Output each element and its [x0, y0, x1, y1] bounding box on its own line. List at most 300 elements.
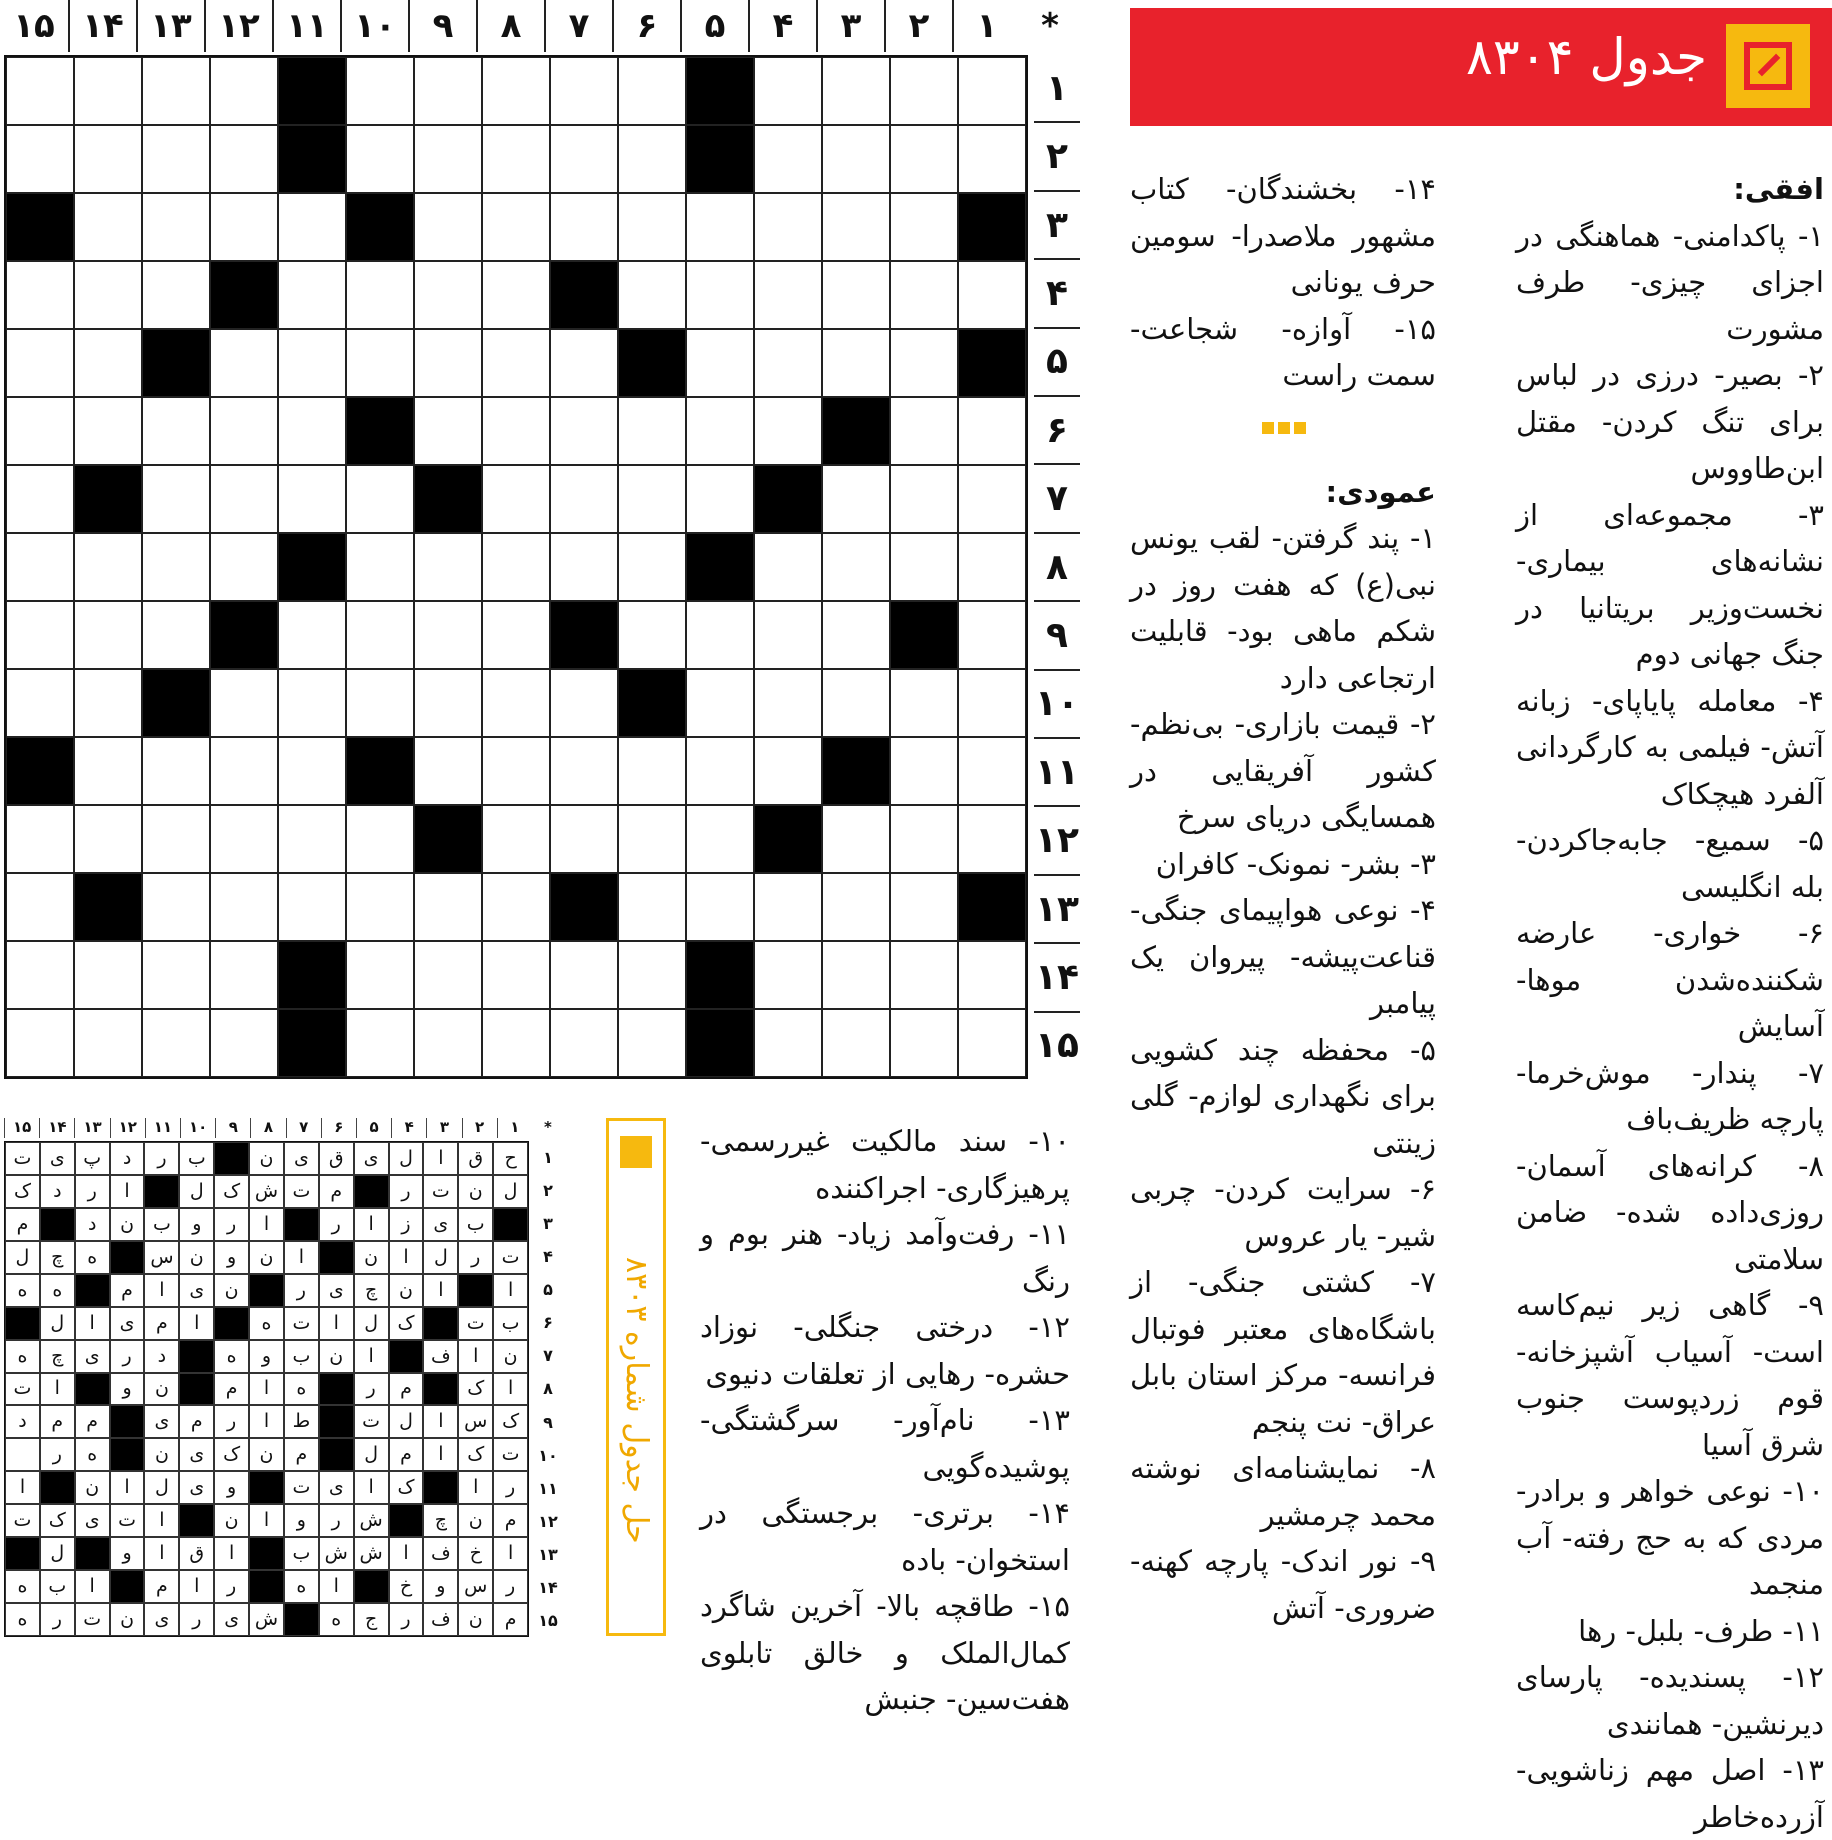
solution-cell: ه: [5, 1603, 40, 1636]
black-cell: [822, 737, 890, 805]
solution-cell: م: [179, 1405, 214, 1438]
grid-cell[interactable]: [142, 805, 210, 873]
solution-cell: ن: [144, 1373, 179, 1406]
grid-cell[interactable]: [618, 465, 686, 533]
grid-cell[interactable]: [618, 737, 686, 805]
grid-cell[interactable]: [618, 193, 686, 261]
solution-cell: ل: [389, 1142, 424, 1175]
solution-caption: حل جدول شماره ۸۳۰۳: [619, 1256, 654, 1544]
grid-cell[interactable]: [618, 805, 686, 873]
grid-cell[interactable]: [686, 193, 754, 261]
grid-cell[interactable]: [686, 669, 754, 737]
grid-cell[interactable]: [414, 57, 482, 125]
grid-cell[interactable]: [74, 261, 142, 329]
grid-cell[interactable]: [6, 533, 74, 601]
grid-cell[interactable]: [74, 941, 142, 1009]
black-cell: [414, 805, 482, 873]
solution-black-cell: [423, 1307, 458, 1340]
grid-cell[interactable]: [958, 261, 1026, 329]
solution-black-cell: [423, 1373, 458, 1406]
grid-cell[interactable]: [6, 601, 74, 669]
solution-cell: ی: [179, 1274, 214, 1307]
grid-cell[interactable]: [74, 601, 142, 669]
grid-cell[interactable]: [754, 125, 822, 193]
grid-cell[interactable]: [210, 873, 278, 941]
grid-cell[interactable]: [482, 873, 550, 941]
black-cell: [210, 261, 278, 329]
grid-cell[interactable]: [482, 601, 550, 669]
grid-cell[interactable]: [482, 465, 550, 533]
grid-cell[interactable]: [482, 397, 550, 465]
solution-cell: ی: [40, 1142, 75, 1175]
grid-cell[interactable]: [346, 533, 414, 601]
grid-cell[interactable]: [278, 193, 346, 261]
grid-cell[interactable]: [890, 669, 958, 737]
grid-cell[interactable]: [346, 601, 414, 669]
grid-cell[interactable]: [482, 805, 550, 873]
column-number: ۷: [544, 0, 612, 52]
solution-cell: ل: [5, 1241, 40, 1274]
grid-cell[interactable]: [482, 329, 550, 397]
solution-cell: ا: [110, 1175, 145, 1208]
grid-cell[interactable]: [210, 329, 278, 397]
grid-cell[interactable]: [890, 737, 958, 805]
solution-cell: ا: [284, 1241, 319, 1274]
grid-cell[interactable]: [6, 941, 74, 1009]
grid-cell[interactable]: [278, 669, 346, 737]
grid-cell[interactable]: [278, 397, 346, 465]
grid-cell[interactable]: [958, 805, 1026, 873]
grid-cell[interactable]: [550, 941, 618, 1009]
grid-cell[interactable]: [618, 941, 686, 1009]
grid-cell[interactable]: [754, 193, 822, 261]
grid-cell[interactable]: [482, 669, 550, 737]
grid-cell[interactable]: [754, 873, 822, 941]
grid-cell[interactable]: [550, 533, 618, 601]
solution-cell: خ: [389, 1570, 424, 1603]
grid-cell[interactable]: [74, 397, 142, 465]
grid-cell[interactable]: [482, 737, 550, 805]
grid-cell[interactable]: [958, 941, 1026, 1009]
solution-cell: م: [493, 1603, 528, 1636]
grid-cell[interactable]: [6, 669, 74, 737]
grid-cell[interactable]: [754, 397, 822, 465]
grid-cell[interactable]: [210, 737, 278, 805]
grid-cell[interactable]: [686, 465, 754, 533]
grid-cell[interactable]: [958, 669, 1026, 737]
grid-cell[interactable]: [142, 1009, 210, 1077]
black-cell: [142, 669, 210, 737]
grid-cell[interactable]: [210, 669, 278, 737]
grid-cell[interactable]: [142, 125, 210, 193]
black-cell: [278, 533, 346, 601]
grid-cell[interactable]: [822, 669, 890, 737]
grid-cell[interactable]: [346, 465, 414, 533]
grid-cell[interactable]: [482, 125, 550, 193]
grid-cell[interactable]: [482, 57, 550, 125]
grid-cell[interactable]: [754, 737, 822, 805]
solution-cell: ا: [249, 1373, 284, 1406]
solution-column-number: ۴: [391, 1118, 426, 1138]
grid-cell[interactable]: [210, 397, 278, 465]
grid-cell[interactable]: [822, 1009, 890, 1077]
grid-cell[interactable]: [278, 601, 346, 669]
grid-cell[interactable]: [754, 941, 822, 1009]
solution-cell: ر: [493, 1570, 528, 1603]
grid-cell[interactable]: [346, 125, 414, 193]
solution-cell: ک: [214, 1175, 249, 1208]
solution-cell: ل: [354, 1307, 389, 1340]
black-cell: [346, 737, 414, 805]
grid-cell[interactable]: [550, 397, 618, 465]
solution-cell: م: [389, 1373, 424, 1406]
grid-cell[interactable]: [210, 533, 278, 601]
grid-cell[interactable]: [686, 805, 754, 873]
grid-cell[interactable]: [754, 329, 822, 397]
grid-cell[interactable]: [482, 533, 550, 601]
crossword-grid[interactable]: [4, 55, 1028, 1079]
grid-cell[interactable]: [822, 193, 890, 261]
grid-cell[interactable]: [210, 1009, 278, 1077]
grid-cell[interactable]: [618, 601, 686, 669]
grid-cell[interactable]: [414, 1009, 482, 1077]
solution-cell: ا: [423, 1142, 458, 1175]
solution-cell: ر: [319, 1208, 354, 1241]
grid-cell[interactable]: [142, 737, 210, 805]
grid-cell[interactable]: [74, 669, 142, 737]
solution-row-number: ۱۵: [538, 1610, 558, 1630]
solution-cell: ن: [214, 1274, 249, 1307]
grid-cell[interactable]: [346, 873, 414, 941]
grid-cell[interactable]: [890, 57, 958, 125]
grid-cell[interactable]: [822, 533, 890, 601]
grid-cell[interactable]: [142, 193, 210, 261]
grid-cell[interactable]: [822, 805, 890, 873]
grid-cell[interactable]: [754, 1009, 822, 1077]
row-numbers: [1034, 55, 1080, 1079]
across-clue: ۳- مجموعه‌ای از نشانه‌های بیماری- نخست‌وزیر بریتانیا در جنگ جهانی دوم: [1516, 497, 1824, 671]
grid-cell[interactable]: [958, 533, 1026, 601]
grid-cell[interactable]: [890, 873, 958, 941]
grid-cell[interactable]: [6, 57, 74, 125]
solution-cell: ل: [354, 1438, 389, 1471]
solution-cell: ی: [179, 1438, 214, 1471]
grid-cell[interactable]: [890, 261, 958, 329]
solution-cell: ا: [110, 1471, 145, 1504]
solution-cell: چ: [40, 1241, 75, 1274]
solution-cell: و: [284, 1504, 319, 1537]
grid-cell[interactable]: [958, 1009, 1026, 1077]
grid-cell[interactable]: [686, 601, 754, 669]
grid-cell[interactable]: [210, 465, 278, 533]
grid-cell[interactable]: [890, 1009, 958, 1077]
solution-black-cell: [110, 1405, 145, 1438]
solution-black-cell: [284, 1208, 319, 1241]
solution-cell: ا: [319, 1570, 354, 1603]
grid-cell[interactable]: [754, 57, 822, 125]
grid-cell[interactable]: [210, 193, 278, 261]
grid-cell[interactable]: [822, 601, 890, 669]
grid-cell[interactable]: [210, 125, 278, 193]
solution-cell: ف: [423, 1603, 458, 1636]
down-clue: ۱۱- رفت‌وآمد زیاد- هنر بوم و رنگ: [700, 1217, 1070, 1298]
solution-cell: د: [40, 1175, 75, 1208]
grid-cell[interactable]: [414, 533, 482, 601]
grid-cell[interactable]: [6, 873, 74, 941]
across-clue: ۱۲- پسندیده- پارسای دیرنشین- همانندی: [1516, 1660, 1824, 1741]
solution-cell: ا: [493, 1274, 528, 1307]
grid-cell[interactable]: [618, 873, 686, 941]
solution-cell: [5, 1438, 40, 1471]
grid-cell[interactable]: [958, 601, 1026, 669]
grid-cell[interactable]: [618, 397, 686, 465]
solution-row-number: ۱۰: [538, 1445, 558, 1465]
grid-cell[interactable]: [482, 941, 550, 1009]
solution-cell: ن: [458, 1504, 493, 1537]
grid-cell[interactable]: [210, 941, 278, 1009]
grid-cell[interactable]: [278, 805, 346, 873]
grid-cell[interactable]: [142, 533, 210, 601]
grid-cell[interactable]: [74, 533, 142, 601]
grid-cell[interactable]: [142, 397, 210, 465]
grid-cell[interactable]: [414, 329, 482, 397]
grid-cell[interactable]: [958, 737, 1026, 805]
grid-cell[interactable]: [414, 125, 482, 193]
grid-cell[interactable]: [822, 873, 890, 941]
grid-cell[interactable]: [890, 125, 958, 193]
solution-cell: ن: [214, 1504, 249, 1537]
grid-cell[interactable]: [822, 329, 890, 397]
solution-cell: ت: [284, 1307, 319, 1340]
solution-cell: د: [75, 1208, 110, 1241]
grid-cell[interactable]: [618, 57, 686, 125]
solution-cell: و: [214, 1241, 249, 1274]
grid-cell[interactable]: [142, 261, 210, 329]
solution-cell: ا: [179, 1307, 214, 1340]
grid-cell[interactable]: [822, 125, 890, 193]
solution-row-number: ۱: [543, 1148, 553, 1168]
grid-cell[interactable]: [686, 329, 754, 397]
grid-cell[interactable]: [754, 601, 822, 669]
solution-cell: ه: [5, 1340, 40, 1373]
grid-cell[interactable]: [414, 669, 482, 737]
grid-cell[interactable]: [890, 533, 958, 601]
grid-cell[interactable]: [890, 805, 958, 873]
grid-cell[interactable]: [278, 329, 346, 397]
row-number: ۱۰: [1034, 671, 1080, 739]
grid-cell[interactable]: [550, 57, 618, 125]
solution-cell: ل: [423, 1241, 458, 1274]
solution-cell: ی: [144, 1603, 179, 1636]
grid-cell[interactable]: [346, 329, 414, 397]
grid-cell[interactable]: [6, 397, 74, 465]
grid-cell[interactable]: [550, 465, 618, 533]
grid-cell[interactable]: [482, 261, 550, 329]
grid-cell[interactable]: [890, 193, 958, 261]
solution-column-numbers: [4, 1118, 564, 1138]
down-clue: ۷- کشتی جنگی- از باشگاه‌های معتبر فوتبال فرانسه- مرکز استان بابل عراق- نت پنجم: [1130, 1265, 1436, 1439]
down-clue: ۸- نمایشنامه‌ای نوشته محمد چرمشیر: [1130, 1451, 1436, 1532]
grid-cell[interactable]: [278, 737, 346, 805]
grid-cell[interactable]: [822, 261, 890, 329]
across-clue: ۱- پاکدامنی- هماهنگی در اجزای چیزی- طرف مشورت: [1516, 218, 1824, 346]
grid-cell[interactable]: [686, 261, 754, 329]
grid-cell[interactable]: [686, 397, 754, 465]
solution-black-cell: [249, 1471, 284, 1504]
grid-cell[interactable]: [958, 57, 1026, 125]
down-clue: ۱۳- نام‌آور- سرگشتگی- پوشیده‌گویی: [700, 1403, 1070, 1484]
grid-cell[interactable]: [822, 57, 890, 125]
grid-cell[interactable]: [686, 873, 754, 941]
grid-cell[interactable]: [414, 873, 482, 941]
grid-cell[interactable]: [346, 57, 414, 125]
solution-black-cell: [319, 1438, 354, 1471]
across-clue: ۱۰- نوعی خواهر و برادر- مردی که به حج رفته- آب منجمد: [1516, 1474, 1824, 1601]
grid-cell[interactable]: [6, 261, 74, 329]
grid-cell[interactable]: [142, 601, 210, 669]
solution-cell: ت: [493, 1438, 528, 1471]
grid-cell[interactable]: [142, 465, 210, 533]
solution-cell: ب: [284, 1340, 319, 1373]
grid-cell[interactable]: [550, 125, 618, 193]
solution-column-number: ۱۳: [74, 1118, 109, 1138]
solution-cell: م: [144, 1307, 179, 1340]
grid-cell[interactable]: [346, 1009, 414, 1077]
grid-cell[interactable]: [6, 329, 74, 397]
grid-cell[interactable]: [346, 261, 414, 329]
grid-cell[interactable]: [618, 533, 686, 601]
grid-cell[interactable]: [618, 125, 686, 193]
grid-cell[interactable]: [958, 397, 1026, 465]
grid-cell[interactable]: [142, 873, 210, 941]
grid-cell[interactable]: [210, 57, 278, 125]
grid-cell[interactable]: [754, 669, 822, 737]
solution-row-number: ۱۴: [538, 1577, 558, 1597]
grid-cell[interactable]: [74, 805, 142, 873]
column-number: ۹: [408, 0, 476, 52]
down-clue: ۲- قیمت بازاری- بی‌نظم- کشور آفریقایی در همسایگی دریای سرخ: [1130, 707, 1436, 834]
grid-cell[interactable]: [550, 1009, 618, 1077]
solution-cell: ا: [144, 1504, 179, 1537]
solution-black-cell: [75, 1537, 110, 1570]
solution-black-cell: [179, 1504, 214, 1537]
solution-cell: ه: [75, 1438, 110, 1471]
grid-cell[interactable]: [890, 397, 958, 465]
solution-cell: ر: [75, 1175, 110, 1208]
solution-cell: ک: [458, 1373, 493, 1406]
solution-cell: ن: [389, 1274, 424, 1307]
solution-cell: ب: [493, 1307, 528, 1340]
grid-cell[interactable]: [74, 125, 142, 193]
grid-cell[interactable]: [890, 465, 958, 533]
grid-cell[interactable]: [414, 261, 482, 329]
grid-cell[interactable]: [346, 669, 414, 737]
grid-cell[interactable]: [414, 397, 482, 465]
grid-cell[interactable]: [6, 465, 74, 533]
grid-cell[interactable]: [618, 261, 686, 329]
grid-cell[interactable]: [482, 193, 550, 261]
grid-cell[interactable]: [958, 465, 1026, 533]
grid-cell[interactable]: [74, 193, 142, 261]
grid-cell[interactable]: [822, 941, 890, 1009]
solution-cell: ن: [249, 1142, 284, 1175]
grid-cell[interactable]: [618, 1009, 686, 1077]
solution-cell: و: [179, 1208, 214, 1241]
grid-cell[interactable]: [550, 193, 618, 261]
grid-cell[interactable]: [754, 261, 822, 329]
solution-cell: ق: [458, 1142, 493, 1175]
solution-cell: ا: [389, 1537, 424, 1570]
grid-cell[interactable]: [6, 125, 74, 193]
grid-cell[interactable]: [550, 805, 618, 873]
solution-cell: م: [214, 1373, 249, 1406]
grid-cell[interactable]: [6, 805, 74, 873]
grid-cell[interactable]: [414, 941, 482, 1009]
grid-cell[interactable]: [754, 533, 822, 601]
grid-cell[interactable]: [210, 805, 278, 873]
grid-cell[interactable]: [278, 261, 346, 329]
grid-cell[interactable]: [142, 57, 210, 125]
grid-cell[interactable]: [278, 873, 346, 941]
grid-cell[interactable]: [550, 329, 618, 397]
solution-black-cell: [5, 1307, 40, 1340]
solution-cell: ش: [354, 1537, 389, 1570]
solution-cell: ک: [389, 1307, 424, 1340]
down-title: عمودی:: [1325, 474, 1436, 509]
grid-cell[interactable]: [74, 737, 142, 805]
grid-cell[interactable]: [482, 1009, 550, 1077]
grid-cell[interactable]: [890, 941, 958, 1009]
grid-cell[interactable]: [414, 193, 482, 261]
black-cell: [958, 873, 1026, 941]
puzzle-header: [1130, 8, 1832, 126]
grid-cell[interactable]: [74, 329, 142, 397]
grid-cell[interactable]: [890, 329, 958, 397]
solution-cell: ن: [75, 1471, 110, 1504]
grid-cell[interactable]: [550, 737, 618, 805]
solution-cell: ر: [493, 1471, 528, 1504]
grid-cell[interactable]: [686, 737, 754, 805]
grid-cell[interactable]: [6, 1009, 74, 1077]
black-cell: [142, 329, 210, 397]
grid-cell[interactable]: [958, 125, 1026, 193]
clues-column-middle: [1130, 166, 1436, 1631]
grid-cell[interactable]: [550, 669, 618, 737]
solution-column-number: ۱۵: [4, 1118, 39, 1138]
solution-cell: م: [110, 1274, 145, 1307]
grid-cell[interactable]: [74, 57, 142, 125]
grid-cell[interactable]: [346, 805, 414, 873]
grid-cell[interactable]: [74, 1009, 142, 1077]
black-cell: [414, 465, 482, 533]
grid-cell[interactable]: [414, 737, 482, 805]
black-cell: [278, 57, 346, 125]
solution-cell: ت: [284, 1471, 319, 1504]
solution-cell: ی: [75, 1504, 110, 1537]
solution-column-number: ۱۱: [145, 1118, 180, 1138]
grid-cell[interactable]: [346, 941, 414, 1009]
grid-cell[interactable]: [142, 941, 210, 1009]
solution-cell: ا: [319, 1307, 354, 1340]
solution-cell: ه: [40, 1274, 75, 1307]
across-clue: ۱۵- آوازه- شجاعت- سمت راست: [1130, 311, 1436, 392]
solution-cell: ن: [458, 1175, 493, 1208]
solution-cell: ل: [493, 1175, 528, 1208]
grid-cell[interactable]: [822, 465, 890, 533]
grid-cell[interactable]: [278, 465, 346, 533]
across-clue: ۱۳- اصل مهم زناشویی- آزرده‌خاطر: [1516, 1753, 1824, 1834]
grid-cell[interactable]: [414, 601, 482, 669]
